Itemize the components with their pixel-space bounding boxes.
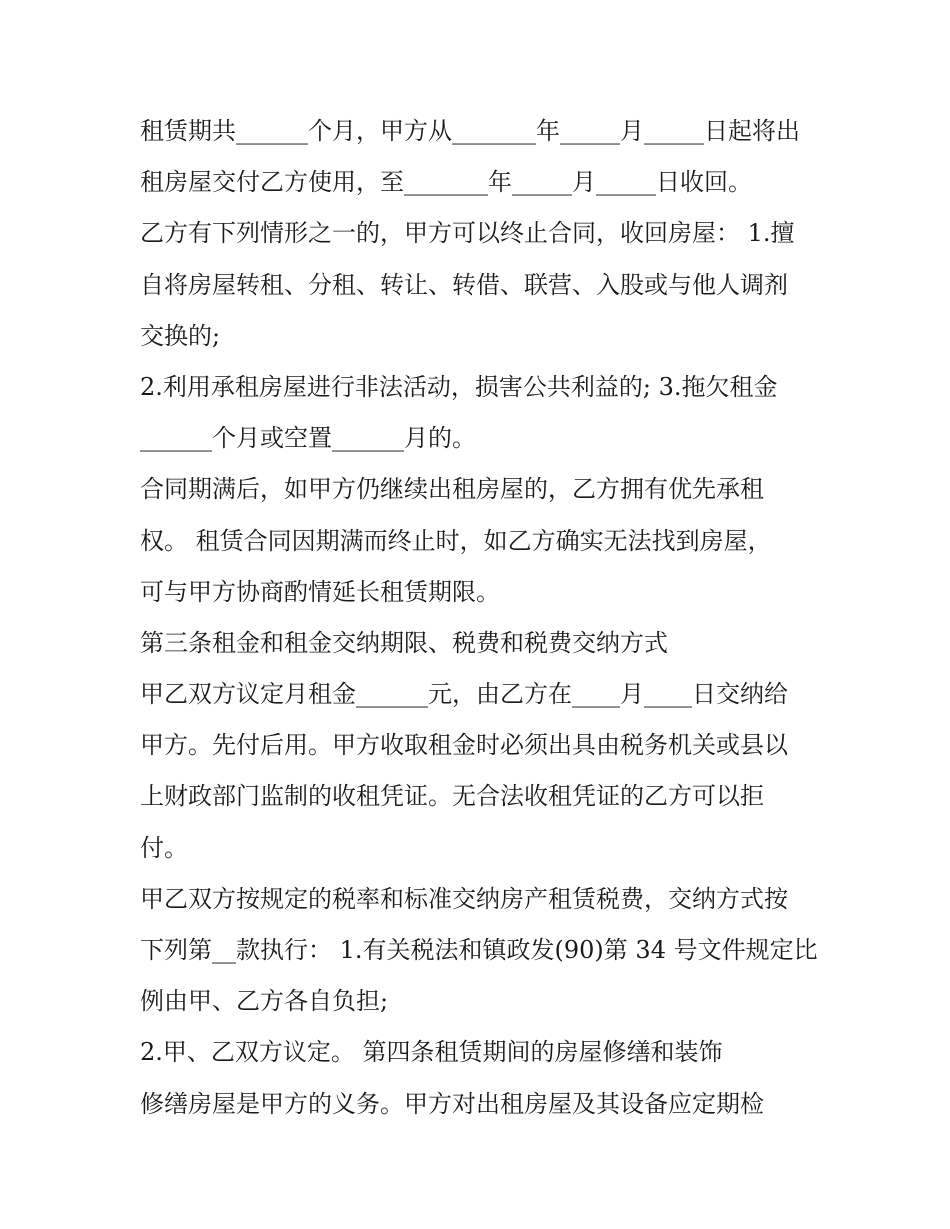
text-line: 付。 (140, 833, 188, 862)
text-line: ______个月或空置______月的。 (140, 424, 476, 453)
section-heading: 第三条租金和租金交纳期限、税费和税费交纳方式 (140, 628, 668, 657)
text-line: 乙方有下列情形之一的，甲方可以终止合同，收回房屋： 1.擅 (140, 219, 795, 248)
text-line: 上财政部门监制的收租凭证。无合法收租凭证的乙方可以拒 (140, 782, 764, 811)
text-line: 2.利用承租房屋进行非法活动，损害公共利益的; 3.拖欠租金 (140, 372, 778, 401)
contract-text (140, 106, 830, 1130)
text-line: 可与甲方协商酌情延长租赁期限。 (140, 577, 500, 606)
text-line: 租房屋交付乙方使用，至_______年_____月_____日收回。 (140, 168, 752, 197)
text-line: 甲乙双方按规定的税率和标准交纳房产租赁税费，交纳方式按 (140, 884, 788, 913)
text-line: 修缮房屋是甲方的义务。甲方对出租房屋及其设备应定期检 (140, 1089, 764, 1118)
text-line: 甲乙双方议定月租金______元，由乙方在____月____日交纳给 (140, 680, 788, 709)
text-line: 例由甲、乙方各自负担; (140, 987, 389, 1016)
text-line: 租赁期共______个月，甲方从_______年_____月_____日起将出 (140, 117, 800, 145)
text-line: 甲方。先付后用。甲方收取租金时必须出具由税务机关或县以 (140, 731, 788, 760)
text-line: 自将房屋转租、分租、转让、转借、联营、入股或与他人调剂 (140, 270, 788, 299)
text-line: 合同期满后，如甲方仍继续出租房屋的，乙方拥有优先承租 (140, 475, 764, 504)
text-line: 交换的; (140, 321, 221, 350)
text-line: 权。 租赁合同因期满而终止时，如乙方确实无法找到房屋， (140, 526, 772, 555)
text-line: 2.甲、乙双方议定。 第四条租赁期间的房屋修缮和装饰 (140, 1038, 723, 1067)
text-line: 下列第__款执行： 1.有关税法和镇政发(90)第 34 号文件规定比 (140, 936, 818, 964)
